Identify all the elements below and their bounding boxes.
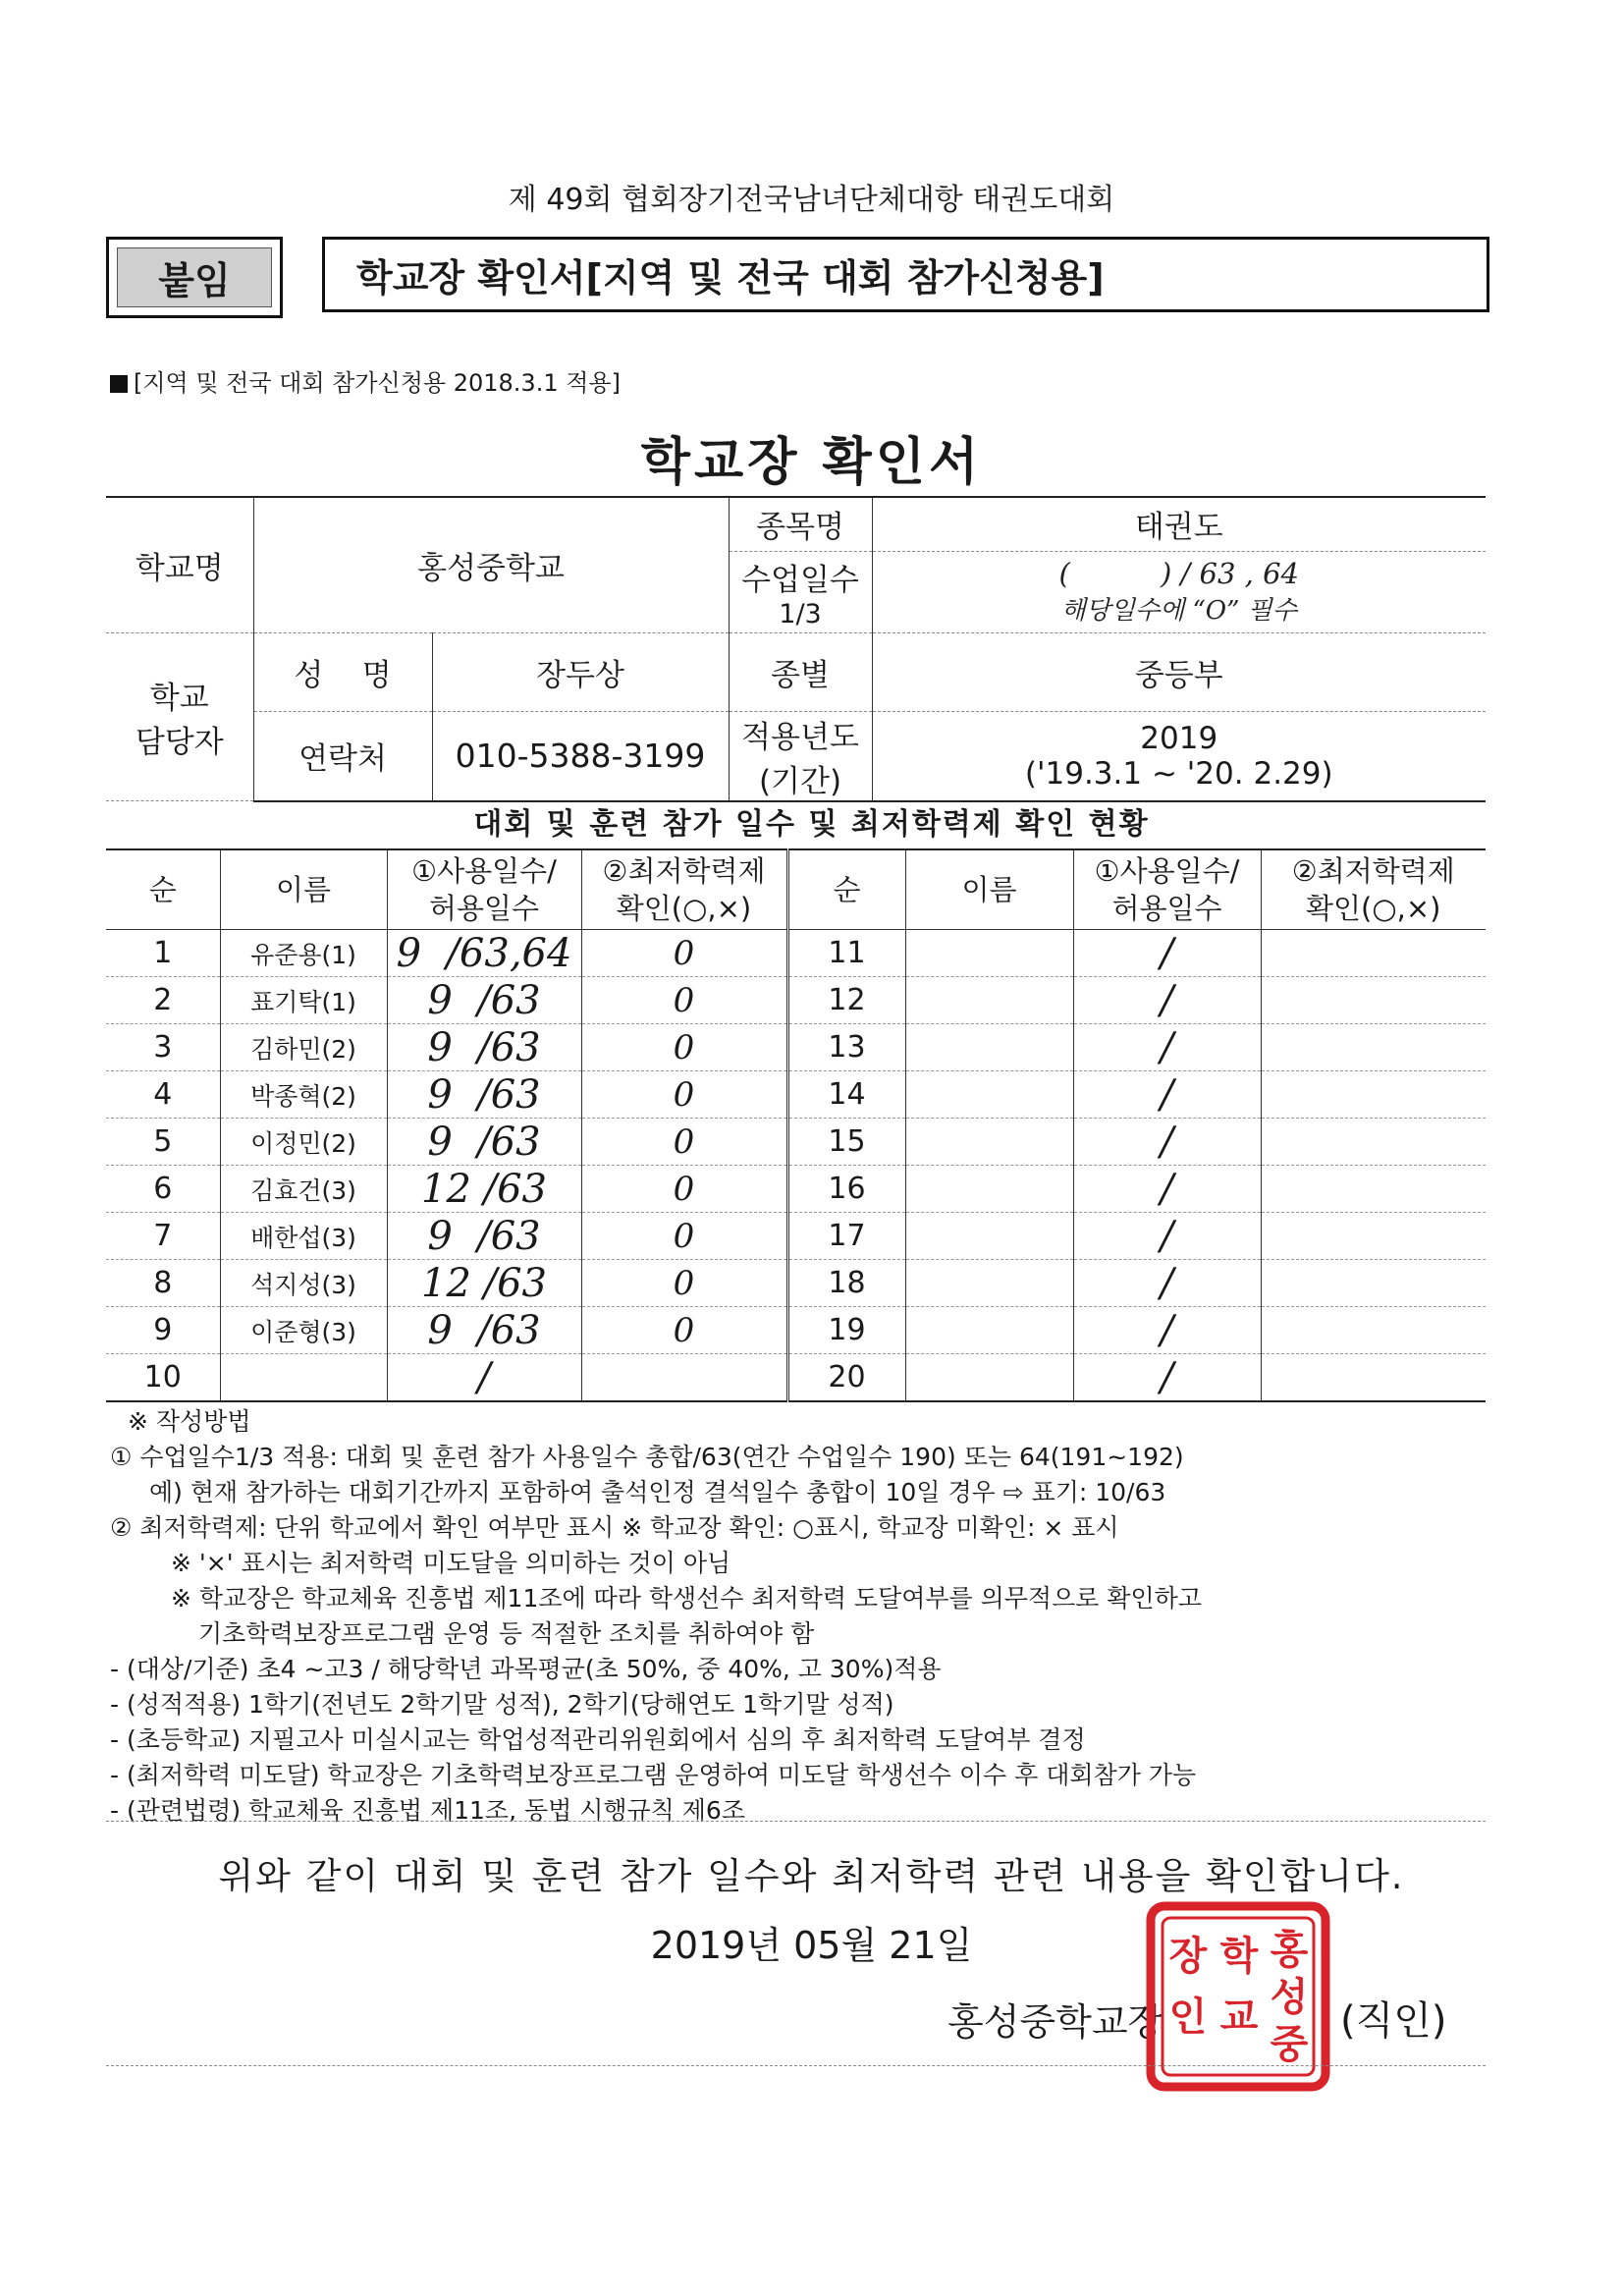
header-confirm-line2: 확인(○,×) (616, 892, 752, 925)
roster-confirm (581, 1354, 787, 1402)
roster-no: 10 (106, 1354, 220, 1402)
roster-days-right: / (1073, 977, 1261, 1024)
year-value-cell (872, 711, 1486, 801)
roster-row (106, 1024, 1486, 1071)
class-days-fraction: ( ) / 63 , 64 (1058, 557, 1299, 590)
year-label-line2: (기간) (758, 763, 842, 799)
header-confirm (581, 849, 787, 930)
roster-days: 9 /63 (387, 1071, 581, 1119)
header-days (387, 849, 581, 930)
instruction-2-note-b2: 기초학력보장프로그램 운영 등 적절한 조치를 취하여야 함 (198, 1619, 815, 1648)
detail-below-minimum: - (최저학력 미도달) 학교장은 기초학력보장프로그램 운영하여 미도달 학생선수 이수 후 대회참가 가능 (110, 1761, 1197, 1789)
roster-name-right (905, 930, 1073, 977)
roster-days-right: / (1073, 1071, 1261, 1119)
seal-char-4: 학 (1219, 1933, 1259, 1979)
detail-target: - (대상/기준) 초4 ~고3 / 해당학년 과목평균(초 50%, 중 40%, 고 30%)적용 (110, 1655, 942, 1683)
document-type-title: 학교장 확인서[지역 및 전국 대회 참가신청용] (322, 237, 1489, 312)
official-seal-icon (1145, 1900, 1331, 2093)
contact-value: 010-5388-3199 (432, 711, 729, 801)
roster-no-right: 17 (787, 1213, 905, 1260)
seal-label: (직인) (1340, 1998, 1447, 2044)
event-title: 제 49회 협회장기전국남녀단체대항 태권도대회 (508, 183, 1115, 217)
roster-name-right (905, 1354, 1073, 1402)
header-name: 이름 (220, 849, 387, 930)
roster-confirm: 0 (581, 1119, 787, 1166)
instructions (110, 1404, 1504, 1829)
instruction-2-note-b: ※ 학교장은 학교체육 진흥법 제11조에 따라 학생선수 최저학력 도달여부를 의무적으로 확인하고 (171, 1584, 1202, 1613)
school-info-table (106, 496, 1486, 802)
detail-elementary: - (초등학교) 지필고사 미실시교는 학업성적관리위원회에서 심의 후 최저학력 도달여부 결정 (110, 1725, 1086, 1754)
roster-no: 8 (106, 1260, 220, 1307)
header-confirm-right-line1: ②최저학력제 (1291, 854, 1455, 888)
roster-days: 12 /63 (387, 1260, 581, 1307)
roster-no-right: 15 (787, 1119, 905, 1166)
roster-name-right (905, 1166, 1073, 1213)
roster-confirm-right (1261, 930, 1486, 977)
roster-no: 1 (106, 930, 220, 977)
roster-days-right: / (1073, 1354, 1261, 1402)
sport-value: 태권도 (872, 497, 1486, 551)
roster-confirm-right (1261, 977, 1486, 1024)
roster-no: 7 (106, 1213, 220, 1260)
roster-row (106, 1166, 1486, 1213)
roster-days-right: / (1073, 1119, 1261, 1166)
roster-confirm-right (1261, 1307, 1486, 1354)
roster-no: 5 (106, 1119, 220, 1166)
header-name-right: 이름 (905, 849, 1073, 930)
roster-name-right (905, 1213, 1073, 1260)
issue-date: 2019년 05월 21일 (650, 1924, 973, 1967)
manager-label-line2: 담당자 (135, 724, 224, 760)
header-confirm-right (1261, 849, 1486, 930)
header-no: 순 (106, 849, 220, 930)
instruction-2: ② 최저학력제: 단위 학교에서 확인 여부만 표시 ※ 학교장 확인: ○표시, 학교장 미확인: × 표시 (110, 1513, 1119, 1542)
roster-no-right: 18 (787, 1260, 905, 1307)
roster-confirm-right (1261, 1024, 1486, 1071)
roster-days-right: / (1073, 1166, 1261, 1213)
roster-row (106, 1354, 1486, 1402)
roster-days-right: / (1073, 1213, 1261, 1260)
instruction-1: ① 수업일수1/3 적용: 대회 및 훈련 참가 사용일수 총합/63(연간 수업일수 190) 또는 64(191~192) (110, 1443, 1184, 1471)
square-bullet-icon (110, 375, 128, 393)
roster-no-right: 11 (787, 930, 905, 977)
roster-name: 박종혁(2) (220, 1071, 387, 1119)
roster-days: / (387, 1354, 581, 1402)
roster-row (106, 930, 1486, 977)
header-days-line2: 허용일수 (428, 892, 540, 925)
applicability-text: [지역 및 전국 대회 참가신청용 2018.3.1 적용] (134, 369, 621, 397)
detail-law: - (관련법령) 학교체육 진흥법 제11조, 동법 시행규칙 제6조 (110, 1796, 745, 1825)
roster-name: 표기탁(1) (220, 977, 387, 1024)
contact-label: 연락처 (253, 711, 432, 801)
seal-char-1: 홍 (1270, 1927, 1309, 1973)
roster-days: 9 /63,64 (387, 930, 581, 977)
instruction-1-example: 예) 현재 참가하는 대회기간까지 포함하여 출석인정 결석일수 총합이 10일 경우 ⇨ 표기: 10/63 (149, 1478, 1166, 1506)
roster-no: 6 (106, 1166, 220, 1213)
header-confirm-right-line2: 확인(○,×) (1306, 892, 1441, 925)
seal-char-2: 성 (1270, 1974, 1309, 2020)
roster-confirm: 0 (581, 930, 787, 977)
roster-no: 4 (106, 1071, 220, 1119)
roster-name (220, 1354, 387, 1402)
header-no-right: 순 (787, 849, 905, 930)
roster-row (106, 1260, 1486, 1307)
roster-no: 3 (106, 1024, 220, 1071)
detail-grades: - (성적적용) 1학기(전년도 2학기말 성적), 2학기(당해연도 1학기말 성적) (110, 1690, 894, 1719)
roster-confirm: 0 (581, 977, 787, 1024)
roster-name-right (905, 977, 1073, 1024)
roster-days: 9 /63 (387, 977, 581, 1024)
divider (106, 1821, 1486, 1822)
roster-days: 9 /63 (387, 1213, 581, 1260)
class-days-value (872, 551, 1486, 632)
roster-name-right (905, 1307, 1073, 1354)
school-name-value: 홍성중학교 (253, 497, 729, 632)
roster-days: 9 /63 (387, 1307, 581, 1354)
roster-confirm-right (1261, 1260, 1486, 1307)
attachment-label: 붙임 (117, 247, 272, 307)
manager-label (106, 632, 253, 801)
roster-name: 유준용(1) (220, 930, 387, 977)
roster-confirm-right (1261, 1166, 1486, 1213)
header-days-right (1073, 849, 1261, 930)
roster-no-right: 12 (787, 977, 905, 1024)
roster-days-right: / (1073, 930, 1261, 977)
status-title: 대회 및 훈련 참가 일수 및 최저학력제 확인 현황 (473, 807, 1150, 842)
seal-char-7: 인 (1168, 1994, 1208, 2040)
manager-name-value: 장두상 (432, 632, 729, 711)
roster-name: 이정민(2) (220, 1119, 387, 1166)
class-days-label-line2: 1/3 (779, 598, 822, 629)
class-days-note: 해당일수에 “O” 필수 (1060, 596, 1297, 626)
roster-row (106, 1213, 1486, 1260)
year-value: 2019 (1140, 720, 1218, 756)
roster-no-right: 16 (787, 1166, 905, 1213)
bottom-divider (106, 2065, 1486, 2066)
school-name-label: 학교명 (106, 497, 253, 632)
roster-name-right (905, 1260, 1073, 1307)
principal-name: 홍성중학교장 (947, 2000, 1164, 2044)
roster-row (106, 1119, 1486, 1166)
roster-confirm: 0 (581, 1166, 787, 1213)
roster-confirm-right (1261, 1354, 1486, 1402)
roster-days: 9 /63 (387, 1119, 581, 1166)
form-title: 학교장 확인서 (640, 433, 983, 492)
roster-confirm-right (1261, 1213, 1486, 1260)
sport-label: 종목명 (729, 497, 872, 551)
header-days-right-line2: 허용일수 (1111, 892, 1222, 925)
roster-table (106, 848, 1486, 1402)
roster-no-right: 20 (787, 1354, 905, 1402)
roster-no-right: 14 (787, 1071, 905, 1119)
attachment-label-box (106, 237, 283, 318)
applicability-note (110, 363, 621, 398)
roster-no-right: 19 (787, 1307, 905, 1354)
year-label-line1: 적용년도 (741, 719, 859, 755)
seal-char-6: 장 (1168, 1933, 1208, 1979)
roster-days: 9 /63 (387, 1024, 581, 1071)
roster-no: 2 (106, 977, 220, 1024)
division-value: 중등부 (872, 632, 1486, 711)
roster-name-right (905, 1024, 1073, 1071)
class-days-label-line1: 수업일수 (741, 562, 859, 598)
roster-confirm: 0 (581, 1213, 787, 1260)
roster-row (106, 1307, 1486, 1354)
instructions-heading: ※ 작성방법 (128, 1407, 251, 1436)
roster-confirm: 0 (581, 1307, 787, 1354)
roster-confirm-right (1261, 1071, 1486, 1119)
roster-name: 김효건(3) (220, 1166, 387, 1213)
roster-name: 석지성(3) (220, 1260, 387, 1307)
roster-days: 12 /63 (387, 1166, 581, 1213)
header-days-right-line1: ①사용일수/ (1094, 854, 1240, 888)
header-days-line1: ①사용일수/ (411, 854, 557, 888)
year-label (729, 711, 872, 801)
roster-row (106, 1071, 1486, 1119)
roster-name-right (905, 1071, 1073, 1119)
roster-days-right: / (1073, 1024, 1261, 1071)
roster-days-right: / (1073, 1260, 1261, 1307)
seal-char-5: 교 (1219, 1994, 1259, 2040)
roster-name: 이준형(3) (220, 1307, 387, 1354)
roster-no: 9 (106, 1307, 220, 1354)
manager-label-line1: 학교 (149, 680, 209, 716)
division-label: 종별 (729, 632, 872, 711)
roster-confirm: 0 (581, 1024, 787, 1071)
confirmation-statement: 위와 같이 대회 및 훈련 참가 일수와 최저학력 관련 내용을 확인합니다. (218, 1855, 1405, 1897)
roster-name-right (905, 1119, 1073, 1166)
manager-name-label: 성 명 (253, 632, 432, 711)
roster-confirm: 0 (581, 1260, 787, 1307)
roster-no-right: 13 (787, 1024, 905, 1071)
seal-char-3: 중 (1270, 2021, 1309, 2067)
period-value: ('19.3.1 ~ '20. 2.29) (1024, 755, 1333, 792)
roster-header-row (106, 849, 1486, 930)
roster-days-right: / (1073, 1307, 1261, 1354)
header-confirm-line1: ②최저학력제 (602, 854, 766, 888)
roster-confirm-right (1261, 1119, 1486, 1166)
roster-row (106, 977, 1486, 1024)
class-days-label (729, 551, 872, 632)
roster-confirm: 0 (581, 1071, 787, 1119)
instruction-2-note-a: ※ '×' 표시는 최저학력 미도달을 의미하는 것이 아님 (171, 1549, 731, 1577)
roster-name: 김하민(2) (220, 1024, 387, 1071)
roster-name: 배한섭(3) (220, 1213, 387, 1260)
